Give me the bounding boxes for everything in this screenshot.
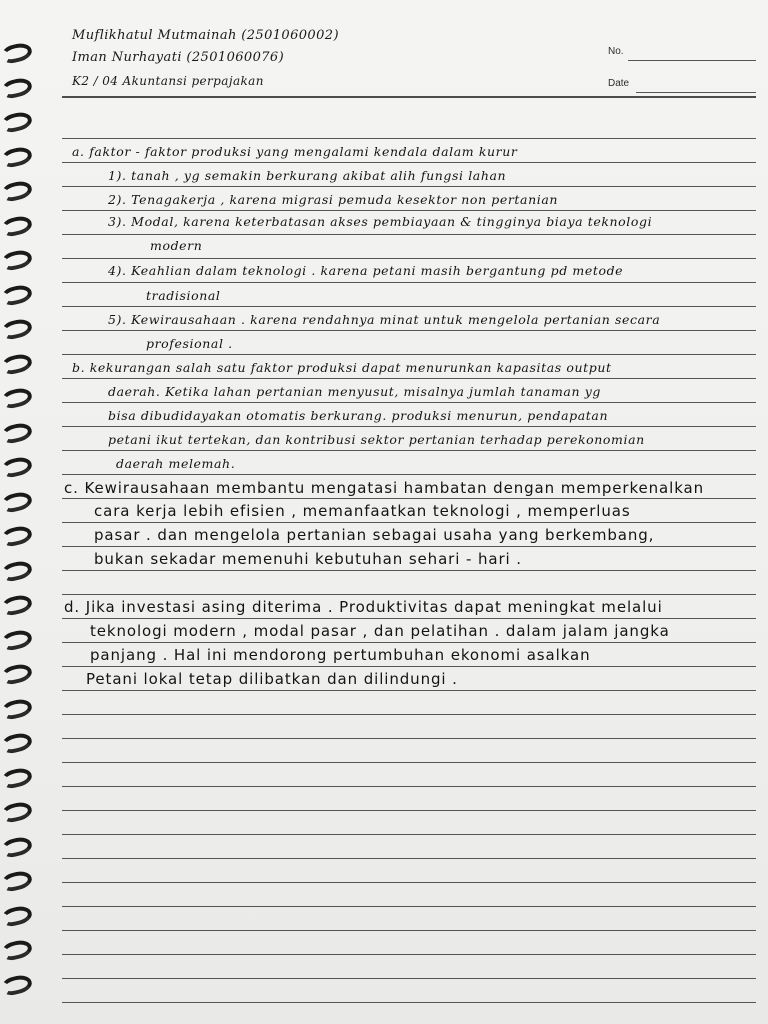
text-line: 1). tanah , yg semakin berkurang akibat alih fungsi lahan (108, 168, 507, 183)
no-label: No. (608, 46, 624, 57)
ruled-line (62, 426, 756, 427)
ruled-line (62, 978, 756, 979)
ruled-line (62, 594, 756, 595)
ruled-line (62, 906, 756, 907)
text-line: modern (150, 238, 203, 253)
ruled-line (62, 714, 756, 715)
ruled-line (62, 402, 756, 403)
ruled-line (62, 378, 756, 379)
spiral-ring (0, 731, 33, 756)
ruled-line (62, 738, 756, 739)
ruled-line (62, 282, 756, 283)
ruled-line (62, 474, 756, 475)
date-label: Date (608, 78, 630, 89)
ruled-line (62, 1002, 756, 1003)
spiral-ring (0, 765, 33, 790)
ruled-line (62, 210, 756, 211)
spiral-ring (0, 179, 33, 204)
text-line: tradisional (146, 288, 221, 303)
no-field-line (628, 60, 756, 61)
ruled-line (62, 786, 756, 787)
text-line: daerah. Ketika lahan pertanian menyusut, misalnya jumlah tanaman yg (108, 384, 601, 399)
spiral-ring (0, 938, 33, 963)
spiral-ring (0, 75, 33, 100)
student-name-2: Iman Nurhayati (2501060076) (72, 50, 285, 65)
text-line: pasar . dan mengelola pertanian sebagai usaha yang berkembang, (94, 526, 655, 544)
text-line: 5). Kewirausahaan . karena rendahnya minat untuk mengelola pertanian secara (108, 312, 661, 327)
date-field-line (636, 92, 756, 93)
ruled-line (62, 258, 756, 259)
text-line: panjang . Hal ini mendorong pertumbuhan ekonomi asalkan (90, 646, 591, 664)
text-line: teknologi modern , modal pasar , dan pelatihan . dalam jalam jangka (90, 622, 670, 640)
spiral-ring (0, 386, 33, 411)
text-line: a. faktor - faktor produksi yang mengalami kendala dalam kurur (72, 144, 518, 159)
spiral-ring (0, 455, 33, 480)
ruled-line (62, 666, 756, 667)
spiral-ring (0, 627, 33, 652)
ruled-line (62, 690, 756, 691)
ruled-line (62, 882, 756, 883)
text-line: profesional . (146, 336, 233, 351)
class-subject: K2 / 04 Akuntansi perpajakan (72, 74, 264, 88)
ruled-line (62, 138, 756, 139)
spiral-ring (0, 248, 33, 273)
ruled-line (62, 954, 756, 955)
ruled-line (62, 570, 756, 571)
ruled-line (62, 354, 756, 355)
spiral-ring (0, 696, 33, 721)
ruled-line (62, 642, 756, 643)
spiral-ring (0, 317, 33, 342)
spiral-ring (0, 282, 33, 307)
spiral-ring (0, 41, 33, 66)
ruled-line (62, 306, 756, 307)
text-line: 3). Modal, karena keterbatasan akses pembiayaan & tingginya biaya teknologi (108, 214, 653, 229)
spiral-ring (0, 213, 33, 238)
text-line: petani ikut tertekan, dan kontribusi sektor pertanian terhadap perekonomian (108, 432, 645, 447)
spiral-ring (0, 903, 33, 928)
text-line: b. kekurangan salah satu faktor produksi dapat menurunkan kapasitas output (72, 360, 612, 375)
text-line: bisa dibudidayakan otomatis berkurang. produksi menurun, pendapatan (108, 408, 609, 423)
ruled-line (62, 186, 756, 187)
spiral-ring (0, 110, 33, 135)
spiral-ring (0, 489, 33, 514)
spiral-ring (0, 800, 33, 825)
ruled-line (62, 234, 756, 235)
spiral-ring (0, 524, 33, 549)
spiral-ring (0, 558, 33, 583)
spiral-ring (0, 144, 33, 169)
spiral-ring (0, 593, 33, 618)
ruled-line (62, 330, 756, 331)
ruled-line (62, 930, 756, 931)
ruled-line (62, 858, 756, 859)
ruled-line (62, 762, 756, 763)
spiral-binding (0, 36, 40, 1016)
text-line: c. Kewirausahaan membantu mengatasi hambatan dengan memperkenalkan (64, 479, 705, 497)
text-line: 2). Tenagakerja , karena migrasi pemuda kesektor non pertanian (108, 192, 559, 207)
spiral-ring (0, 869, 33, 894)
ruled-line (62, 618, 756, 619)
spiral-ring (0, 834, 33, 859)
ruled-line (62, 810, 756, 811)
ruled-line (62, 522, 756, 523)
spiral-ring (0, 972, 33, 997)
header-rule (62, 96, 756, 98)
spiral-ring (0, 662, 33, 687)
spiral-ring (0, 420, 33, 445)
text-line: 4). Keahlian dalam teknologi . karena petani masih bergantung pd metode (108, 263, 624, 278)
ruled-line (62, 450, 756, 451)
text-line: Petani lokal tetap dilibatkan dan dilindungi . (86, 670, 458, 688)
ruled-line (62, 162, 756, 163)
ruled-line (62, 834, 756, 835)
student-name-1: Muflikhatul Mutmainah (2501060002) (72, 28, 339, 43)
ruled-line (62, 546, 756, 547)
text-line: cara kerja lebih efisien , memanfaatkan teknologi , memperluas (94, 502, 631, 520)
spiral-ring (0, 351, 33, 376)
ruled-line (62, 498, 756, 499)
text-line: bukan sekadar memenuhi kebutuhan sehari - hari . (94, 550, 522, 568)
text-line: daerah melemah. (116, 456, 236, 471)
text-line: d. Jika investasi asing diterima . Produktivitas dapat meningkat melalui (64, 598, 663, 616)
